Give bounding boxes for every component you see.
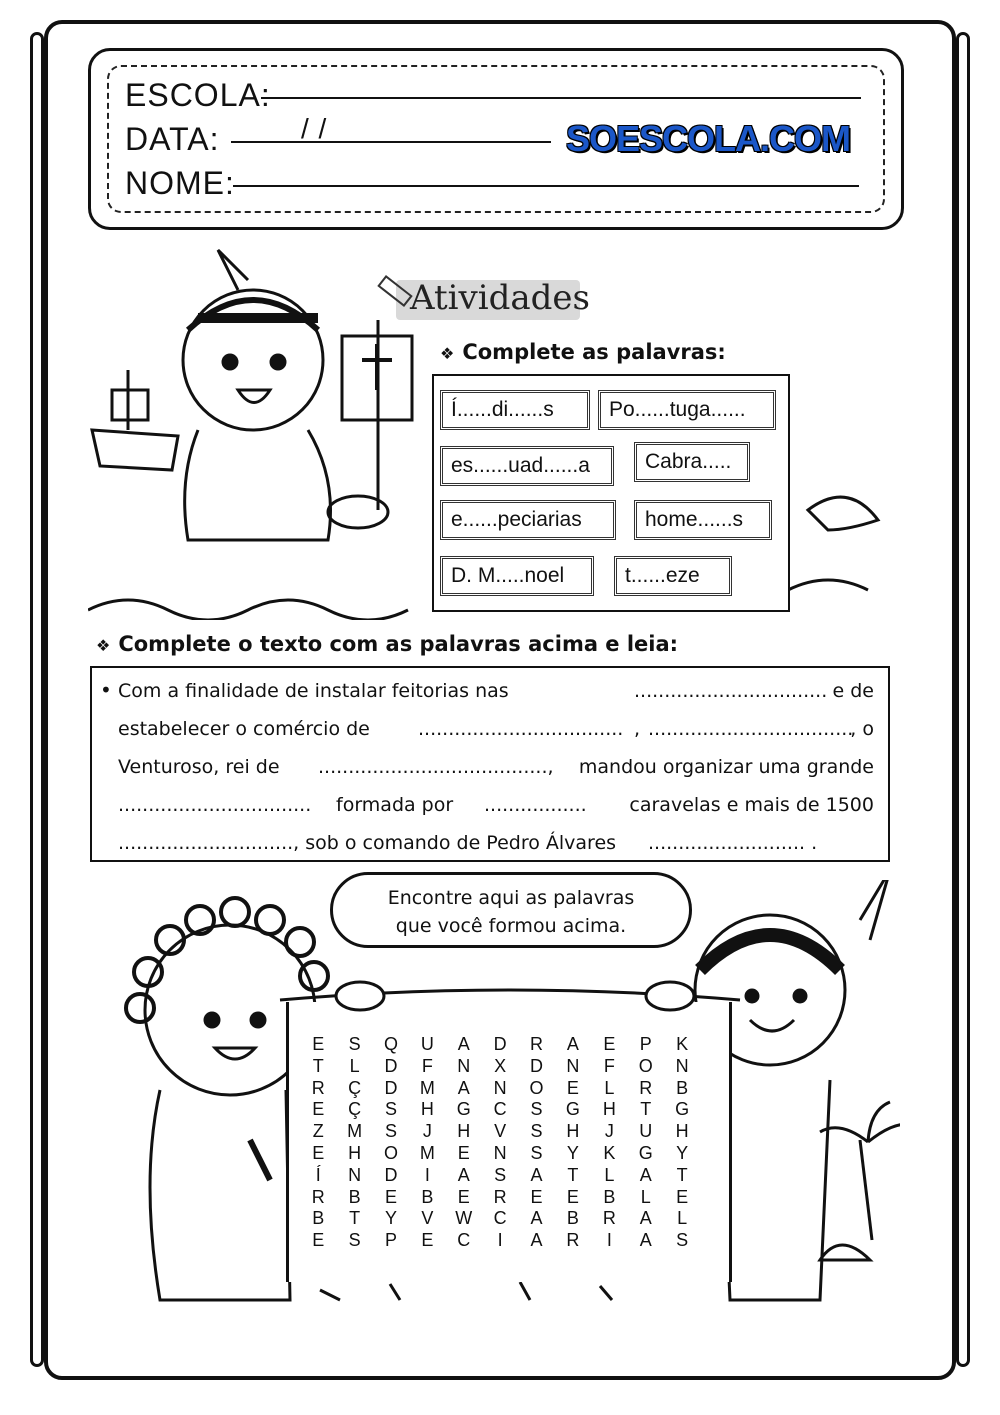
word-search-letter[interactable]: Ç: [348, 1077, 362, 1098]
word-search-letter[interactable]: E: [457, 1186, 470, 1207]
word-search-letter[interactable]: S: [348, 1230, 361, 1251]
word-search-letter[interactable]: F: [421, 1055, 433, 1076]
word-search-letter[interactable]: S: [348, 1034, 361, 1054]
word-search-letter[interactable]: E: [457, 1143, 470, 1163]
text-segment: ,: [634, 718, 641, 740]
word-search-letter[interactable]: R: [530, 1034, 544, 1054]
word-search-letter[interactable]: R: [311, 1186, 325, 1207]
word-search-letter[interactable]: A: [457, 1164, 470, 1185]
word-box-8[interactable]: t......eze: [614, 556, 732, 596]
word-search-letter[interactable]: D: [384, 1055, 398, 1076]
word-search-letter[interactable]: I: [606, 1230, 612, 1251]
word-search-letter[interactable]: T: [349, 1208, 361, 1229]
word-search-letter[interactable]: S: [384, 1099, 397, 1120]
instruction-1-text: Complete as palavras:: [462, 340, 726, 364]
word-search-letter[interactable]: M: [347, 1121, 363, 1142]
word-search-letter[interactable]: E: [566, 1186, 579, 1207]
blank-6[interactable]: .................: [484, 794, 587, 816]
word-search-letter[interactable]: X: [494, 1055, 507, 1076]
word-search-letter[interactable]: E: [603, 1034, 616, 1054]
word-search-letter[interactable]: A: [457, 1034, 470, 1054]
word-search-letter[interactable]: Ç: [348, 1099, 362, 1120]
fill-in-paragraph-box: [90, 666, 890, 862]
site-logo: SOESCOLA.COM: [566, 118, 851, 159]
word-search-letter[interactable]: S: [530, 1099, 543, 1120]
date-field[interactable]: [231, 141, 551, 143]
text-segment: e de: [832, 680, 874, 702]
word-search-letter[interactable]: A: [639, 1164, 652, 1185]
word-search-letter[interactable]: O: [529, 1077, 544, 1098]
word-search-letter[interactable]: L: [604, 1164, 615, 1185]
word-search-letter[interactable]: D: [493, 1034, 507, 1054]
word-search-letter[interactable]: J: [422, 1121, 432, 1142]
blank-5[interactable]: ................................: [118, 794, 312, 816]
word-search-row: [300, 1208, 700, 1230]
word-search-letter[interactable]: E: [384, 1186, 397, 1207]
word-search-letter[interactable]: I: [497, 1230, 503, 1251]
word-search-letter[interactable]: E: [566, 1077, 579, 1098]
blank-7[interactable]: .......................... .: [648, 832, 818, 854]
word-search-letter[interactable]: Z: [312, 1121, 324, 1142]
word-search-letter[interactable]: T: [312, 1055, 324, 1076]
word-search-letter[interactable]: H: [420, 1099, 434, 1120]
word-search-letter[interactable]: B: [566, 1208, 579, 1229]
instruction-complete-words: [440, 340, 726, 364]
paragraph-line-5: [118, 832, 878, 854]
word-search-letter[interactable]: L: [604, 1077, 615, 1098]
word-box-6[interactable]: home......s: [634, 500, 772, 540]
school-field[interactable]: [261, 97, 861, 99]
word-search-letter[interactable]: U: [639, 1121, 653, 1142]
text-segment: caravelas e mais de 1500: [629, 794, 874, 816]
word-search-row: [300, 1078, 700, 1100]
word-search-letter[interactable]: H: [675, 1121, 689, 1142]
word-search-letter[interactable]: G: [565, 1099, 580, 1120]
word-search-letter[interactable]: V: [494, 1121, 507, 1142]
word-search-letter[interactable]: E: [312, 1099, 325, 1120]
word-search-letter[interactable]: K: [676, 1034, 689, 1054]
word-search-letter[interactable]: N: [493, 1143, 507, 1163]
word-search-letter[interactable]: H: [566, 1121, 580, 1142]
blank-3[interactable]: ..................................: [648, 718, 854, 740]
instruction-complete-text: [96, 632, 678, 656]
word-search-letter[interactable]: B: [603, 1186, 616, 1207]
word-search-letter[interactable]: U: [420, 1034, 434, 1054]
word-search-letter[interactable]: L: [640, 1186, 651, 1207]
word-search-letter[interactable]: N: [493, 1077, 507, 1098]
name-field[interactable]: [233, 185, 859, 187]
word-search-letter[interactable]: M: [419, 1077, 435, 1098]
text-segment: , o: [850, 718, 874, 740]
word-search-letter[interactable]: H: [457, 1121, 471, 1142]
word-search-row: [300, 1034, 700, 1056]
word-search-letter[interactable]: L: [349, 1055, 360, 1076]
text-segment: Venturoso, rei de: [118, 756, 280, 778]
name-label: NOME:: [125, 165, 235, 201]
word-search-letter[interactable]: N: [457, 1055, 471, 1076]
left-border-rail: [30, 32, 44, 1367]
page-title: Atividades: [410, 278, 590, 318]
paragraph-line-4: [118, 794, 878, 816]
text-segment: estabelecer o comércio de: [118, 718, 370, 740]
word-search-letter[interactable]: O: [638, 1055, 653, 1076]
paragraph-line-1: [118, 680, 878, 702]
diamond-bullet-icon: ❖: [440, 343, 455, 363]
word-search-letter[interactable]: S: [494, 1164, 507, 1185]
paragraph-bullet: •: [100, 678, 112, 702]
word-search-letter[interactable]: A: [639, 1230, 652, 1251]
word-search-letter[interactable]: A: [639, 1208, 652, 1229]
scroll-top-roll: [270, 976, 750, 1016]
text-segment: Com a finalidade de instalar feitorias nas: [118, 680, 509, 702]
word-box-7[interactable]: D. M.....noel: [440, 556, 594, 596]
bubble-line-2: que você formou acima.: [395, 915, 627, 937]
word-search-letter[interactable]: B: [421, 1186, 434, 1207]
word-search-letter[interactable]: E: [676, 1186, 689, 1207]
word-search-letter[interactable]: A: [566, 1034, 579, 1054]
word-search-letter[interactable]: E: [312, 1230, 325, 1251]
word-search-row: [300, 1165, 700, 1187]
word-box-2[interactable]: Po......tuga......: [598, 390, 776, 430]
word-search-letter[interactable]: E: [530, 1186, 543, 1207]
instruction-2-text: Complete o texto com as palavras acima e leia:: [118, 632, 679, 656]
word-search-letter[interactable]: Í: [315, 1164, 321, 1185]
word-search-letter[interactable]: B: [348, 1186, 361, 1207]
right-border-rail: [956, 32, 970, 1367]
word-search-letter[interactable]: Y: [676, 1143, 689, 1163]
word-search-letter[interactable]: S: [530, 1121, 543, 1142]
blank-4[interactable]: ......................................,: [318, 756, 554, 778]
word-search-letter[interactable]: E: [312, 1143, 325, 1163]
word-search-row: [300, 1099, 700, 1121]
word-search-letter[interactable]: Y: [384, 1208, 397, 1229]
word-search-letter[interactable]: J: [604, 1121, 614, 1142]
text-segment: ............................., sob o comando de Pedro Álvares: [118, 832, 617, 854]
word-search-letter[interactable]: R: [493, 1186, 507, 1207]
word-search-row: [300, 1056, 700, 1078]
word-search-letter[interactable]: H: [348, 1143, 362, 1163]
word-search-letter[interactable]: R: [639, 1077, 653, 1098]
word-search-letter[interactable]: O: [383, 1143, 398, 1163]
word-search-letter[interactable]: N: [675, 1055, 689, 1076]
word-search-letter[interactable]: D: [384, 1164, 398, 1185]
word-search-letter[interactable]: A: [530, 1164, 543, 1185]
date-label: DATA:: [125, 121, 220, 157]
word-search-letter[interactable]: R: [566, 1230, 580, 1251]
blank-1[interactable]: ................................: [634, 680, 828, 702]
school-label: ESCOLA:: [125, 77, 271, 113]
word-box-5[interactable]: e......peciarias: [440, 500, 616, 540]
word-search-letter[interactable]: P: [639, 1034, 652, 1054]
word-search-letter[interactable]: A: [530, 1208, 543, 1229]
word-search-letter[interactable]: V: [421, 1208, 434, 1229]
word-search-letter[interactable]: R: [602, 1208, 616, 1229]
word-search-letter[interactable]: C: [493, 1099, 507, 1120]
word-search-letter[interactable]: S: [676, 1230, 689, 1251]
word-search-letter[interactable]: S: [384, 1121, 397, 1142]
word-search-row: [300, 1143, 700, 1165]
word-search-row: [300, 1230, 700, 1252]
word-search-letter[interactable]: C: [493, 1208, 507, 1229]
word-search-letter[interactable]: N: [566, 1055, 580, 1076]
word-search-letter[interactable]: F: [603, 1055, 615, 1076]
word-search-letter[interactable]: G: [675, 1099, 690, 1120]
word-search-letter[interactable]: W: [455, 1208, 473, 1229]
word-search-letter[interactable]: P: [384, 1230, 397, 1251]
word-search-letter[interactable]: Y: [566, 1143, 579, 1163]
word-search-letter[interactable]: B: [676, 1077, 689, 1098]
paragraph-line-3: [118, 756, 878, 778]
word-search-letter[interactable]: T: [640, 1099, 652, 1120]
bubble-line-1: Encontre aqui as palavras: [387, 887, 635, 909]
word-box-1[interactable]: Í......di......s: [440, 390, 590, 430]
text-segment: formada por: [336, 794, 454, 816]
word-search-letter[interactable]: A: [530, 1230, 543, 1251]
word-search-letter[interactable]: S: [530, 1143, 543, 1163]
word-search-letter[interactable]: E: [421, 1230, 434, 1251]
word-box-4[interactable]: Cabra.....: [634, 442, 750, 482]
paragraph-line-2: [118, 718, 878, 740]
word-search-letter[interactable]: G: [638, 1143, 653, 1163]
word-search-letter[interactable]: E: [312, 1034, 325, 1054]
blank-2[interactable]: ..................................: [418, 718, 624, 740]
word-search-letter[interactable]: R: [311, 1077, 325, 1098]
word-search-row: [300, 1187, 700, 1209]
word-search-letter[interactable]: Q: [383, 1034, 398, 1054]
word-search-letter[interactable]: G: [456, 1099, 471, 1120]
word-search-letter[interactable]: B: [312, 1208, 325, 1229]
word-search-letter[interactable]: K: [603, 1143, 616, 1163]
word-search-letter[interactable]: T: [567, 1164, 579, 1185]
word-search-letter[interactable]: H: [602, 1099, 616, 1120]
text-segment: mandou organizar uma grande: [578, 756, 874, 778]
date-slashes: / /: [301, 113, 328, 144]
word-search-letter[interactable]: D: [384, 1077, 398, 1098]
word-search-letter[interactable]: I: [424, 1164, 430, 1185]
word-search-row: [300, 1121, 700, 1143]
word-box-3[interactable]: es......uad......a: [440, 446, 614, 486]
word-search-letter[interactable]: L: [677, 1208, 688, 1229]
word-search-letter[interactable]: D: [530, 1055, 544, 1076]
word-search-letter[interactable]: N: [348, 1164, 362, 1185]
word-search-letter[interactable]: M: [419, 1143, 435, 1163]
word-search-letter[interactable]: A: [457, 1077, 470, 1098]
diamond-bullet-icon: ❖: [96, 635, 111, 655]
word-search-letter[interactable]: C: [457, 1230, 471, 1251]
word-search-letter[interactable]: T: [676, 1164, 688, 1185]
